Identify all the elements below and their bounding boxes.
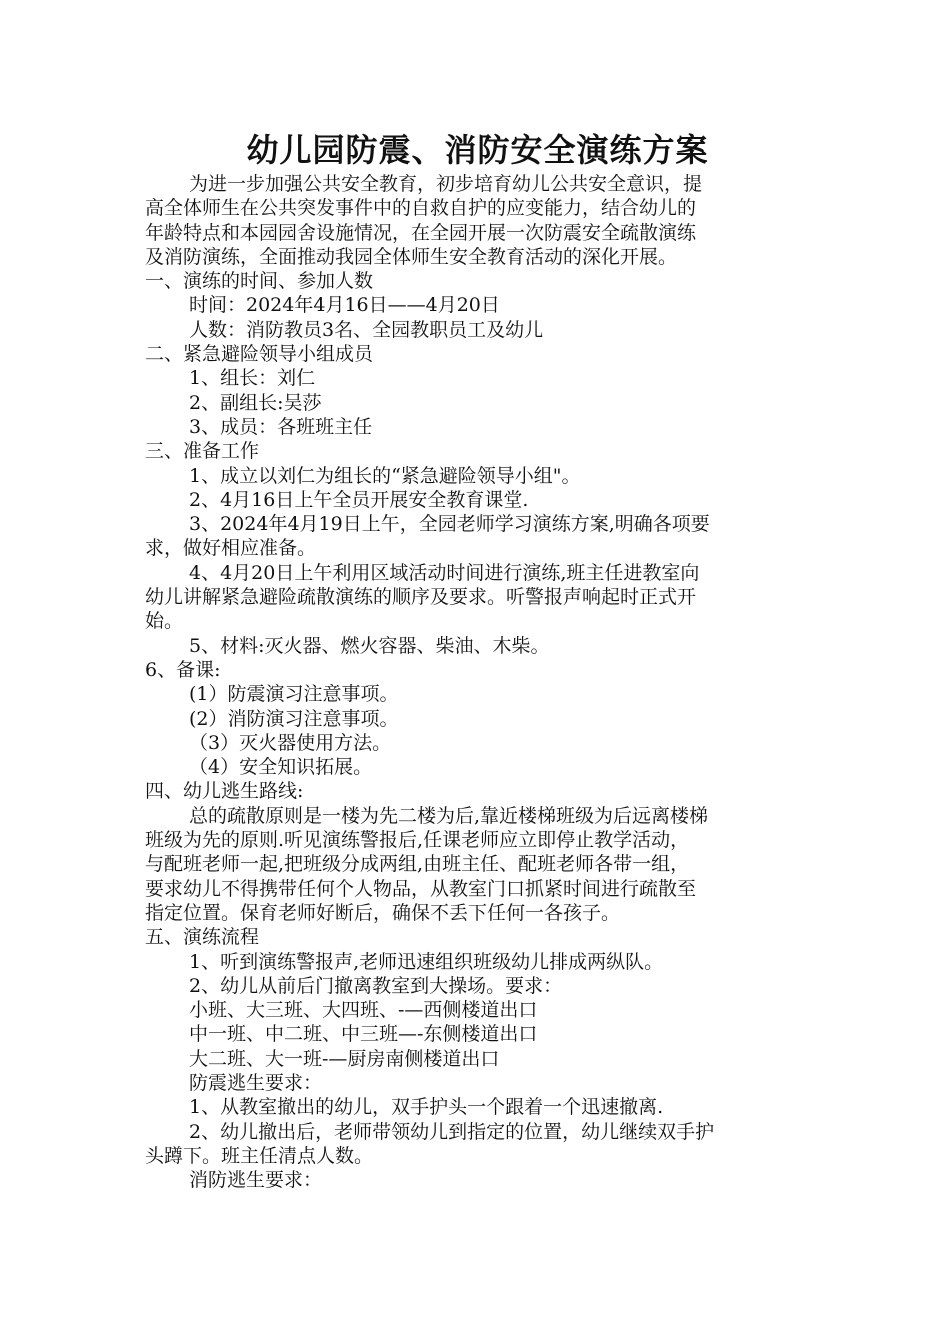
text-line: 三、准备工作 bbox=[145, 440, 260, 463]
document-title: 幼儿园防震、消防安全演练方案 bbox=[246, 131, 709, 169]
text-line: 五、演练流程 bbox=[145, 926, 260, 949]
paragraph-line: 大二班、大一班-—厨房南侧楼道出口 bbox=[189, 1047, 500, 1070]
paragraph-line: 时间：2024年4月16日——4月20日 bbox=[189, 294, 500, 317]
paragraph-line: 1、成立以刘仁为组长的“紧急避险领导小组"。 bbox=[189, 464, 581, 487]
paragraph-line: 5、材料:灭火器、燃火容器、柴油、木柴。 bbox=[189, 634, 550, 657]
paragraph-line: （3）灭火器使用方法。 bbox=[189, 731, 392, 754]
paragraph-line: 人数：消防教员3名、全园教职员工及幼儿 bbox=[189, 318, 544, 341]
paragraph-line: 1、组长：刘仁 bbox=[189, 367, 316, 390]
text-line: 幼儿讲解紧急避险疏散演练的顺序及要求。听警报声响起时正式开 bbox=[145, 586, 697, 609]
text-line: 始。 bbox=[145, 610, 184, 633]
paragraph-line: 2、4月16日上午全员开展安全教育课堂. bbox=[189, 488, 529, 511]
paragraph-line: 为进一步加强公共安全教育，初步培育幼儿公共安全意识，提 bbox=[189, 173, 703, 195]
text-line: 及消防演练，全面推动我园全体师生安全教育活动的深化开展。 bbox=[145, 245, 678, 268]
paragraph-line: （4）安全知识拓展。 bbox=[189, 756, 373, 779]
text-line: 年龄特点和本园园舍设施情况，在全园开展一次防震安全疏散演练 bbox=[145, 221, 697, 244]
paragraph-line: (1）防震演习注意事项。 bbox=[189, 683, 399, 706]
document-page bbox=[145, 128, 805, 1192]
paragraph-line: 1、听到演练警报声,老师迅速组织班级幼儿排成两纵队。 bbox=[189, 950, 664, 973]
paragraph-line: 消防逃生要求： bbox=[189, 1169, 323, 1192]
paragraph-line: 3、成员：各班班主任 bbox=[189, 415, 373, 438]
paragraph-line: 3、2024年4月19日上午，全园老师学习演练方案,明确各项要 bbox=[189, 513, 710, 536]
paragraph-line: 总的疏散原则是一楼为先二楼为后,靠近楼梯班级为后远离楼梯 bbox=[189, 804, 709, 827]
paragraph-line: 小班、大三班、大四班、-—西侧楼道出口 bbox=[189, 999, 538, 1022]
text-line: 指定位置。保育老师好断后，确保不丢下任何一各孩子。 bbox=[145, 901, 621, 924]
document-body bbox=[145, 172, 805, 1192]
text-line: 头蹲下。班主任清点人数。 bbox=[145, 1144, 374, 1167]
paragraph-line: 4、4月20日上午利用区域活动时间进行演练,班主任进教室向 bbox=[189, 561, 700, 584]
paragraph-line: (2）消防演习注意事项。 bbox=[189, 707, 399, 730]
paragraph-line: 中一班、中二班、中三班—-东侧楼道出口 bbox=[189, 1023, 538, 1046]
text-line: 高全体师生在公共突发事件中的自救自护的应变能力，结合幼儿的 bbox=[145, 197, 697, 220]
paragraph-line: 1、从教室撤出的幼儿，双手护头一个跟着一个迅速撤离. bbox=[189, 1096, 664, 1119]
paragraph-line: 2、副组长:吴莎 bbox=[189, 391, 322, 414]
paragraph-line: 2、幼儿从前后门撤离教室到大操场。要求： bbox=[189, 974, 563, 997]
text-line: 6、备课: bbox=[145, 658, 221, 681]
text-line: 四、幼儿逃生路线: bbox=[145, 780, 304, 803]
text-line: 一、演练的时间、参加人数 bbox=[145, 270, 374, 293]
text-line: 与配班老师一起,把班级分成两组,由班主任、配班老师各带一组， bbox=[145, 853, 690, 876]
paragraph-line: 2、幼儿撤出后，老师带领幼儿到指定的位置，幼儿继续双手护 bbox=[189, 1120, 715, 1143]
text-line: 班级为先的原则.听见演练警报后,任课老师应立即停止教学活动， bbox=[145, 829, 690, 852]
text-line: 二、紧急避险领导小组成员 bbox=[145, 343, 374, 366]
text-line: 要求幼儿不得携带任何个人物品，从教室门口抓紧时间进行疏散至 bbox=[145, 877, 697, 900]
text-line: 求，做好相应准备。 bbox=[145, 537, 317, 560]
paragraph-line: 防震逃生要求： bbox=[189, 1071, 323, 1094]
